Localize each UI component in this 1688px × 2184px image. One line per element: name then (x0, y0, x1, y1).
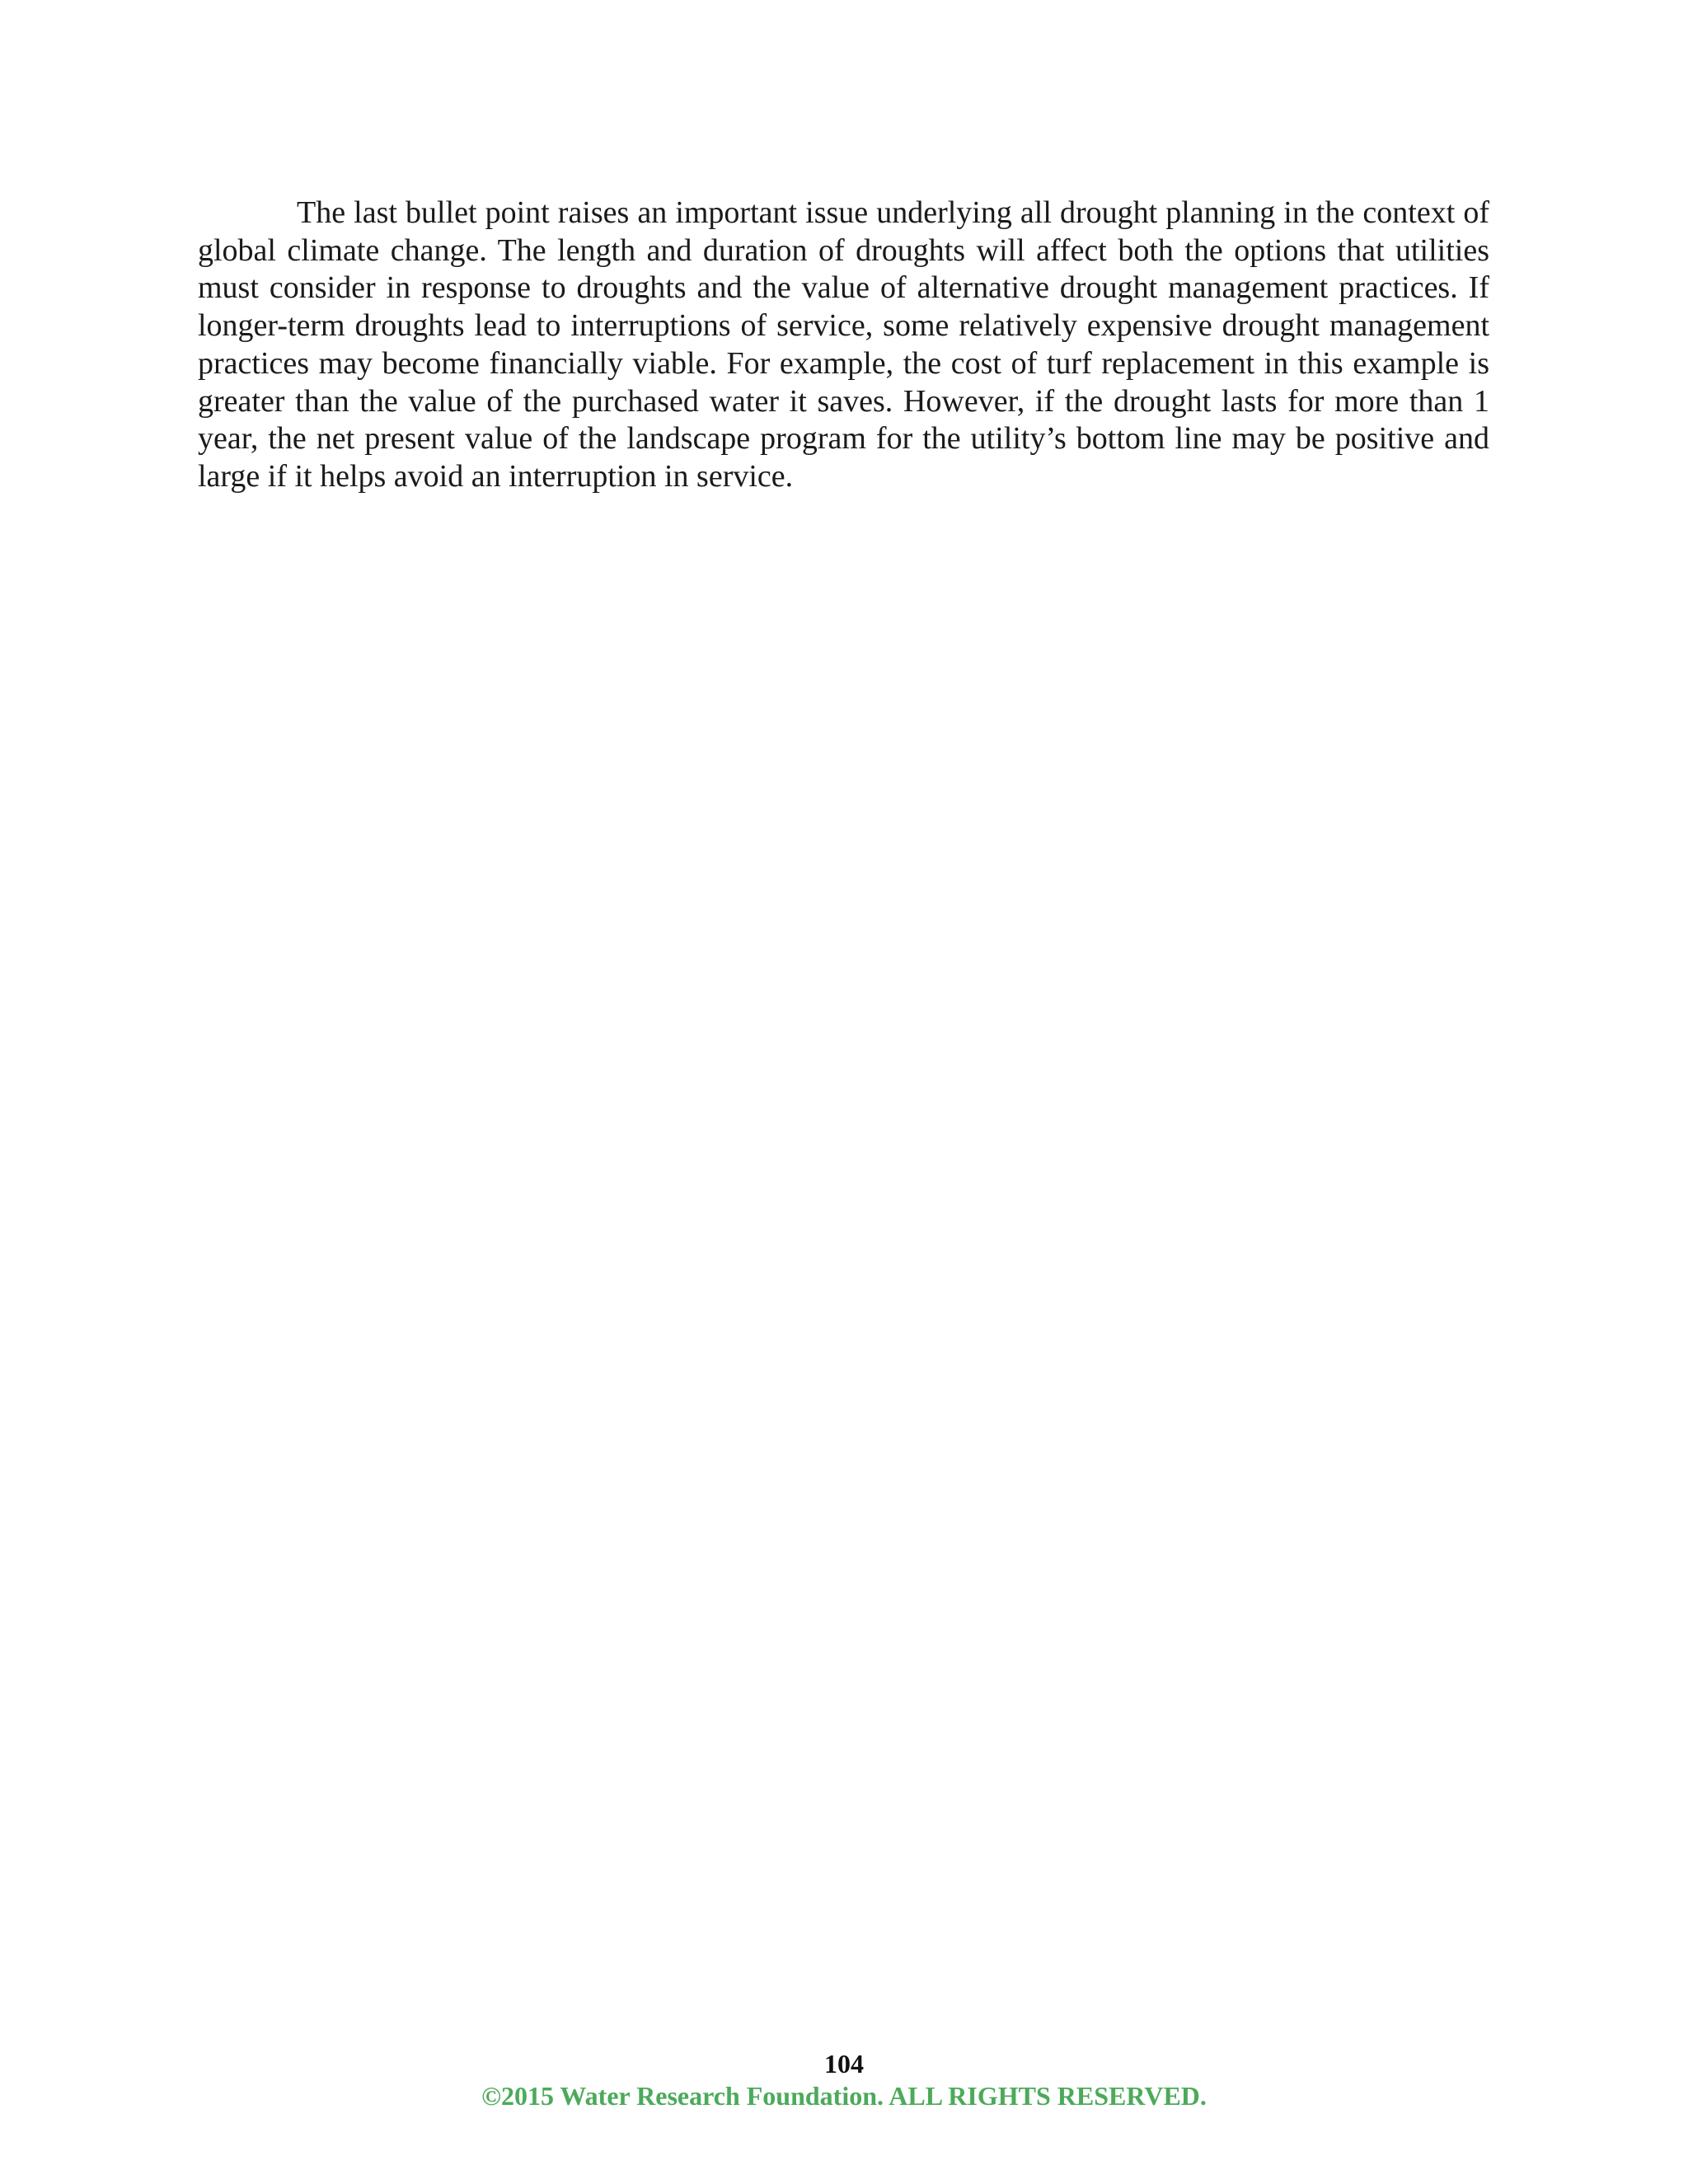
copyright-notice: ©2015 Water Research Foundation. ALL RIGHTS RESERVED. (481, 2081, 1207, 2111)
body-paragraph: The last bullet point raises an important issue underlying all drought planning in the context of global climate change. The length and duration of droughts will affect both the options that utilities must consider in response to droughts and the value of alternative drought management practices. If longer-term droughts lead to interruptions of service, some relatively expensive drought management practices may become financially viable. For example, the cost of turf replacement in this example is greater than the value of the purchased water it saves. However, if the drought lasts for more than 1 year, the net present value of the landscape program for the utility’s bottom line may be positive and large if it helps avoid an interruption in service. (198, 195, 1489, 494)
page-number: 104 (824, 2049, 864, 2079)
